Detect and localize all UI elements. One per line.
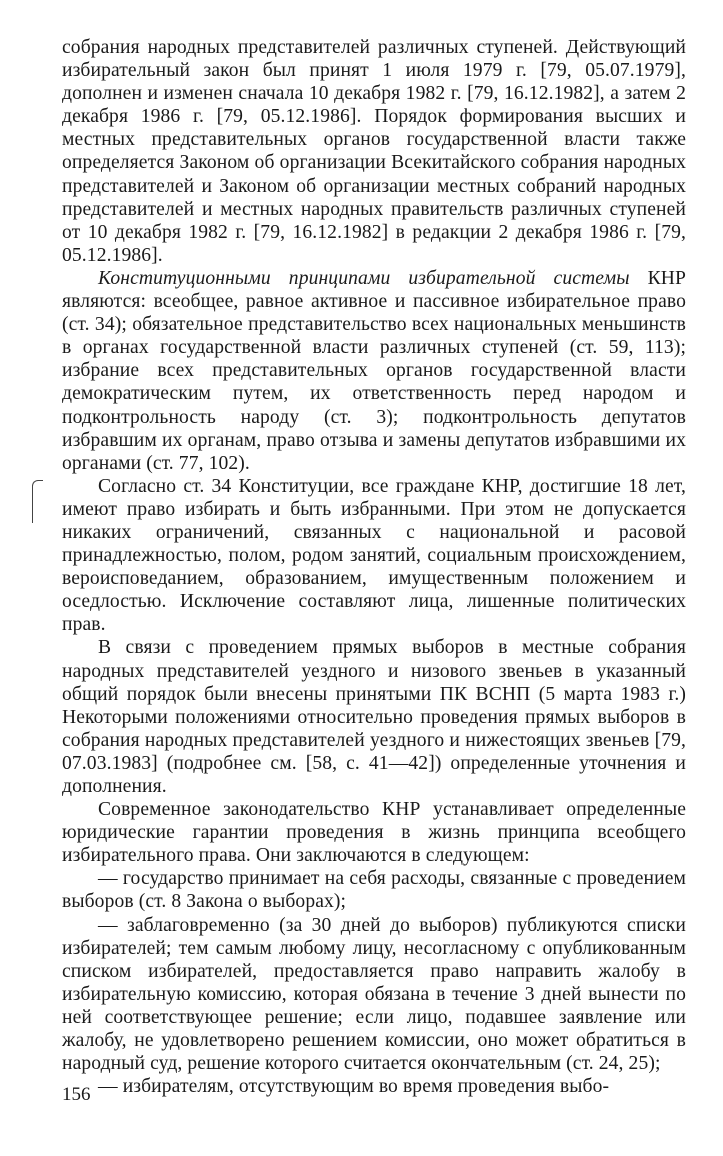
paragraph-1-text: собрания народных представителей различных ступеней. Действующий избирательный закон был принят 1 июля 1979 г. [79, 05.07.1979], дополнен и изменен сначала 10 декабря 1982 г. [79, 16.12.1982], а затем 2 декабря 1986 г. [79, 05.12.1986]. Порядок формирования высших и местных представительных органов государственной власти также определяется Законом об организации Всекитайского собрания народных представителей и Законом об организации местных собраний народных представителей и местных народных правительств различных ступеней от 10 декабря 1982 г. [79, 16.12.1982] в редакции 2 декабря 1986 г. [79, 05.12.1986]. xyxy=(62,37,686,266)
paragraph-4-text: В связи с проведением прямых выборов в местные собрания народных представителей уездного и низового звеньев в указанный общий порядок были внесены принятыми ПК ВСНП (5 марта 1983 г.) Некоторыми положениями относительно проведения прямых выборов в собрания народных представителей уездного и нижестоящих звеньев [79, 07.03.1983] (подробнее см. [58, с. 41—42]) определенные уточнения и дополнения. xyxy=(62,637,686,797)
paragraph-2-emphasis: Конституционными принципами избирательной системы xyxy=(98,267,630,289)
paragraph-1 xyxy=(62,36,686,267)
paragraph-4 xyxy=(62,636,686,798)
list-item-3 xyxy=(62,1075,686,1098)
page-body xyxy=(62,36,686,1098)
paragraph-2-text: КНР являются: всеобщее, равное активное и пассивное избирательное право (ст. 34); обязательное представительство всех национальных меньшинств в органах государственной власти различных ступеней (ст. 59, 113); избрание всех представительных органов государственной власти демократическим путем, их ответственность перед народом и подконтрольность народу (ст. 3); подконтрольность депутатов избравшим их органам, право отзыва и замены депутатов избравшими их органами (ст. 77, 102). xyxy=(62,267,686,474)
list-item-1 xyxy=(62,867,686,913)
paragraph-2 xyxy=(62,267,686,475)
paragraph-5-text: Современное законодательство КНР устанавливает определенные юридические гарантии проведения в жизнь принципа всеобщего избирательного права. Они заключаются в следующем: xyxy=(62,799,686,867)
list-item-2 xyxy=(62,914,686,1076)
list-item-3-text: — избирателям, отсутствующим во время проведения выбо- xyxy=(98,1076,610,1098)
paragraph-3 xyxy=(62,475,686,637)
page-number: 156 xyxy=(62,1084,91,1105)
paragraph-3-text: Согласно ст. 34 Конституции, все граждане КНР, достигшие 18 лет, имеют право избирать и быть избранными. При этом не допускается никаких ограничений, связанных с национальной и расовой принадлежностью, полом, родом занятий, социальным происхождением, вероисповеданием, образованием, имущественным положением и оседлостью. Исключение составляют лица, лишенные политических прав. xyxy=(62,475,686,636)
list-item-2-text: — заблаговременно (за 30 дней до выборов) публикуются списки избирателей; тем самым любому лицу, несогласному с опубликованным списком избирателей, предоставляется право направить жалобу в избирательную комиссию, которая обязана в течение 3 дней вынести по ней соответствующее решение; если лицо, подавшее заявление или жалобу, не удовлетворено решением комиссии, оно может обратиться в народный суд, решение которого считается окончательным (ст. 24, 25); xyxy=(62,914,686,1075)
list-item-1-text: — государство принимает на себя расходы, связанные с проведением выборов (ст. 8 Закона о выборах); xyxy=(62,868,686,913)
paragraph-5 xyxy=(62,798,686,867)
margin-bracket-mark xyxy=(32,480,43,523)
